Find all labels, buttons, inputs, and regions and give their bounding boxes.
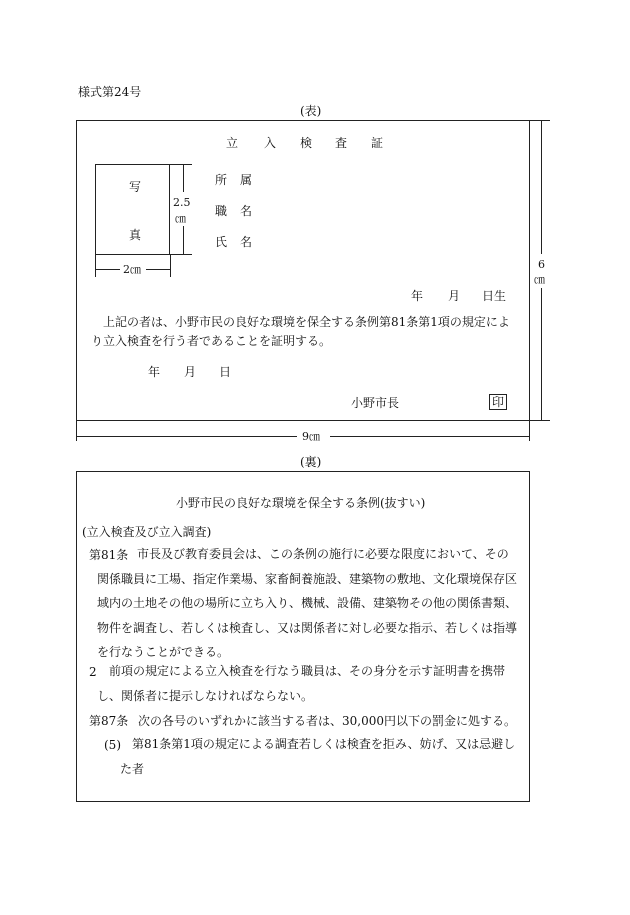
dimension-tick	[170, 255, 171, 277]
field-name-1: 氏	[215, 235, 228, 249]
field-affiliation-2: 属	[240, 173, 253, 187]
field-position-2: 名	[240, 204, 253, 218]
section-heading: (立入検査及び立入調査)	[82, 525, 212, 539]
dimension-line	[146, 269, 170, 270]
photo-height-unit: ㎝	[175, 212, 186, 225]
photo-label-bottom: 真	[129, 228, 142, 242]
article-87-text: 次の各号のいずれかに該当する者は、30,000円以下の罰金に処する。	[138, 714, 516, 728]
dimension-line	[96, 269, 120, 270]
field-name-2: 名	[240, 235, 253, 249]
item-5-text: 第81条第1項の規定による調査若しくは検査を拒み、妨げ、又は忌避した者	[120, 737, 516, 776]
dimension-tick	[530, 420, 550, 421]
article-81-label: 第81条	[89, 548, 129, 562]
dimension-line	[183, 164, 184, 192]
card-width: 9㎝	[302, 430, 320, 443]
item-5-number: (5)	[104, 738, 121, 752]
article-81-text: 市長及び教育委員会は、この条例の施行に必要な限度において、その関係職員に工場、指定作業場、家畜飼養施設、建築物の敷地、文化環境保存区域内の土地その他の場所に立ち入り、機械、設備、建築物その他の関係書類、物件を調査し、若しくは検査し、又は関係者に対し必要な指示、若しくは指導を行なうことができる。	[97, 547, 518, 659]
card-height-unit: ㎝	[534, 273, 545, 286]
article-87-label: 第87条	[89, 714, 129, 728]
certification-text: 上記の者は、小野市民の良好な環境を保全する条例第81条第1項の規定により立入検査を行う者であることを証明する。	[91, 315, 510, 348]
dimension-line	[541, 121, 542, 254]
issue-month: 月	[184, 365, 197, 379]
dimension-tick	[529, 421, 530, 441]
issuer: 小野市長	[351, 396, 400, 410]
dimension-tick	[170, 164, 192, 165]
title-char: 入	[264, 136, 277, 150]
dimension-line	[330, 436, 529, 437]
dimension-tick	[76, 421, 77, 441]
photo-height-value: 2.5	[173, 196, 191, 209]
paragraph-2-text: 前項の規定による立入検査を行なう職員は、その身分を示す証明書を携帯し、関係者に提示しなければならない。	[97, 664, 506, 703]
back-side-label: (裏)	[300, 455, 322, 469]
back-title: 小野市民の良好な環境を保全する条例(抜すい)	[176, 496, 426, 510]
paragraph-2-number: 2	[89, 665, 97, 679]
dimension-line	[541, 288, 542, 420]
issue-day: 日	[219, 365, 232, 379]
photo-label-top: 写	[129, 180, 142, 194]
dimension-line	[77, 436, 297, 437]
title-char: 査	[335, 136, 348, 150]
birth-month: 月	[448, 289, 461, 303]
dimension-tick	[530, 120, 550, 121]
title-char: 立	[226, 136, 239, 150]
form-number: 様式第24号	[78, 85, 142, 99]
seal-mark: 印	[489, 394, 507, 410]
field-affiliation-1: 所	[215, 173, 228, 187]
birth-year: 年	[411, 289, 424, 303]
issue-year: 年	[148, 365, 161, 379]
title-char: 検	[300, 136, 313, 150]
birth-day: 日生	[482, 289, 507, 303]
title-char: 証	[371, 136, 384, 150]
field-position-1: 職	[215, 204, 228, 218]
dimension-tick	[95, 255, 96, 277]
photo-width: 2㎝	[123, 263, 141, 276]
dimension-tick	[170, 254, 192, 255]
dimension-line	[183, 226, 184, 255]
card-height-value: 6	[538, 258, 545, 271]
front-side-label: (表)	[300, 104, 322, 118]
